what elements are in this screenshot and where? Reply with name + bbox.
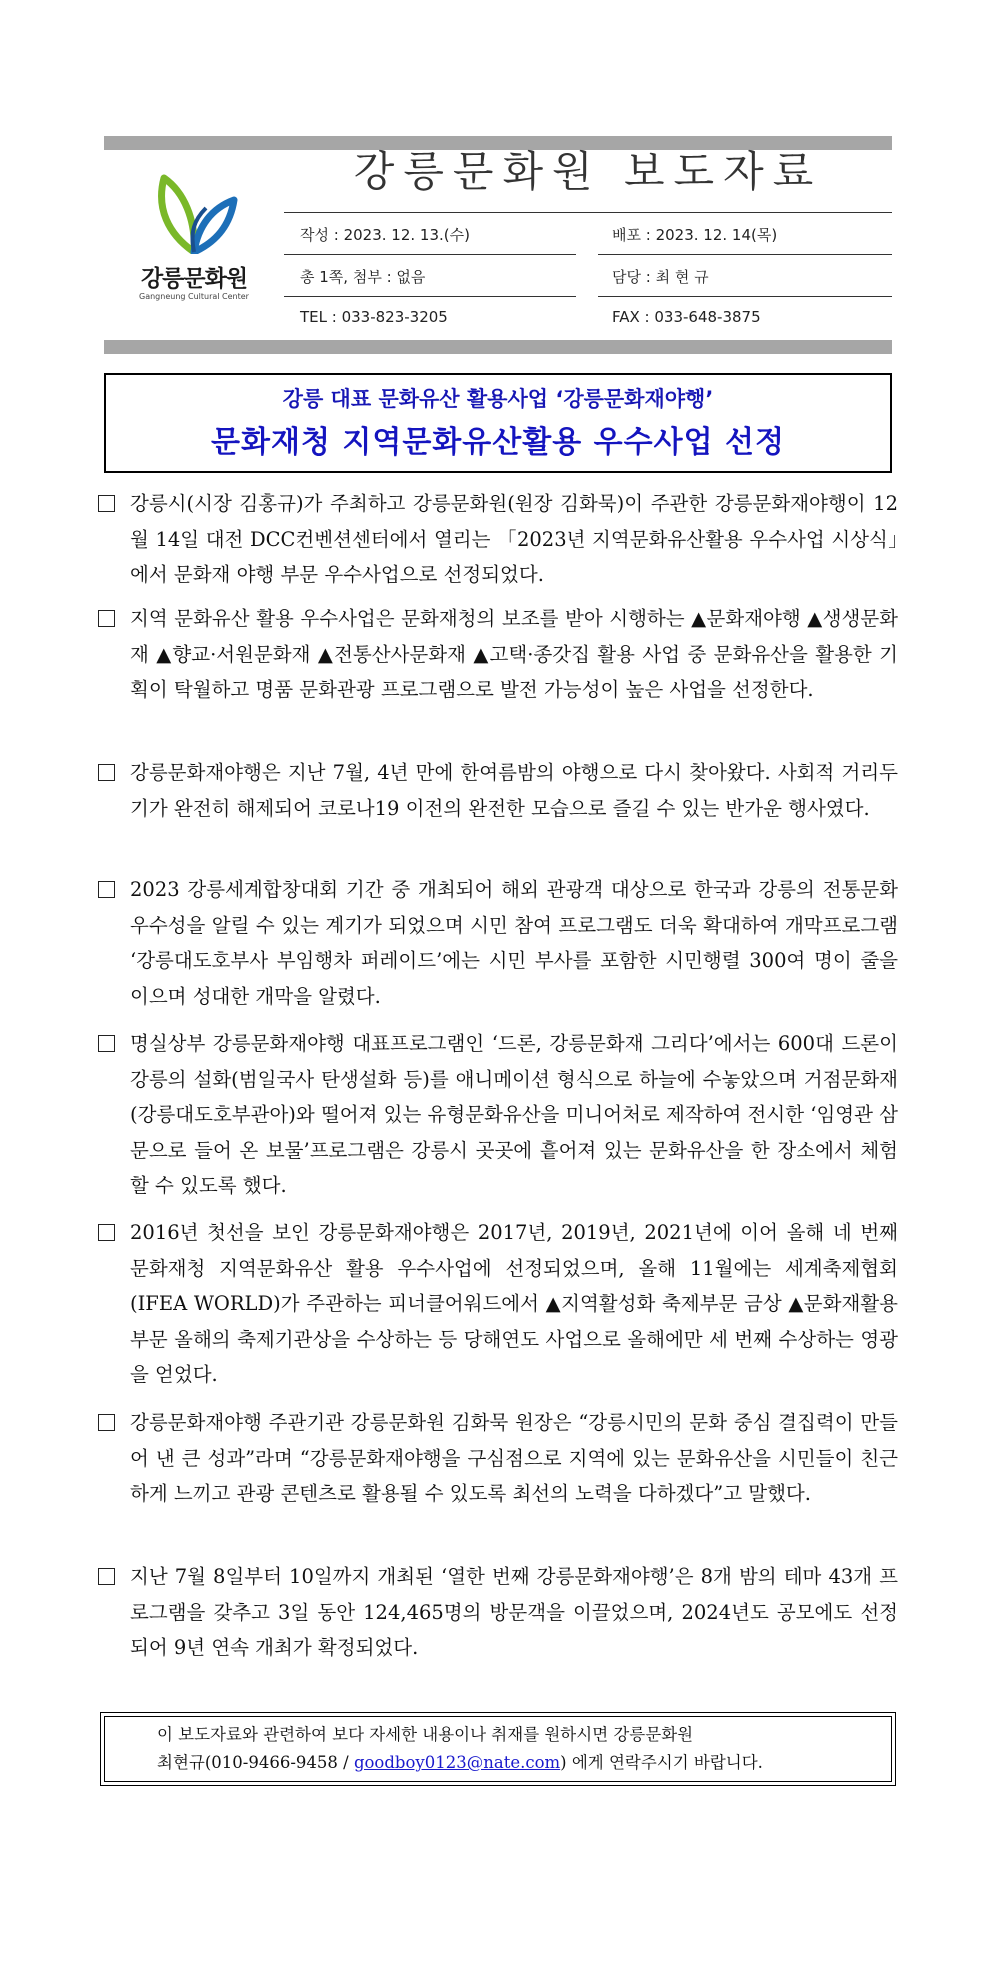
contact-email-link[interactable]: goodboy0123@nate.com [353,1753,561,1772]
paragraph-text: 2023 강릉세계합창대회 기간 중 개최되어 해외 관광객 대상으로 한국과 강릉의 전통문화 우수성을 알릴 수 있는 계기가 되었으며 시민 참여 프로그램도 더욱 확대하여 개막프로그램 ‘강릉대도호부사 부임행차 퍼레이드’에는 시민 부사를 포함한 시민행렬 300여 명이 줄을 이으며 성대한 개막을 알렸다. [130,878,898,1008]
checkbox-bullet-icon [98,1414,115,1431]
telephone: TEL : 033-823-3205 [300,308,448,326]
contact-line-2 [157,1749,763,1777]
paragraph [98,1559,898,1666]
checkbox-bullet-icon [98,1568,115,1585]
paragraph-text: 강릉문화재야행 주관기관 강릉문화원 김화묵 원장은 “강릉시민의 문화 중심 결집력이 만들어 낸 큰 성과”라며 “강릉문화재야행을 구심점으로 지역에 있는 문화유산을 시민들이 친근하게 느끼고 관광 콘텐츠로 활용될 수 있도록 최선의 노력을 다하겠다”고 말했다. [130,1411,898,1505]
paragraph-text: 2016년 첫선을 보인 강릉문화재야행은 2017년, 2019년, 2021년에 이어 올해 네 번째 문화재청 지역문화유산 활용 우수사업에 선정되었으며, 올해 11월에는 세계축제협회(IFEA WORLD)가 주관하는 피너클어워드에서 ▲지역활성화 축제부문 금상 ▲문화재활용부문 올해의 축제기관상을 수상하는 등 당해연도 사업으로 올해에만 세 번째 수상하는 영광을 얻었다. [130,1221,898,1386]
subheadline: 강릉 대표 문화유산 활용사업 ‘강릉문화재야행’ [282,387,714,411]
paragraph-text: 강릉문화재야행은 지난 7월, 4년 만에 한여름밤의 야행으로 다시 찾아왔다. 사회적 거리두기가 완전히 해제되어 코로나19 이전의 완전한 모습으로 즐길 수 있는 반가운 행사였다. [130,761,898,820]
contact-line-1: 이 보도자료와 관련하여 보다 자세한 내용이나 취재를 원하시면 강릉문화원 [157,1725,694,1744]
header-bottom-bar [104,340,892,354]
info-rule [284,254,576,255]
paragraph [98,755,898,826]
written-date: 작성 : 2023. 12. 13.(수) [300,226,470,244]
page-count: 총 1쪽, 첨부 : 없음 [300,268,426,286]
fax: FAX : 033-648-3875 [612,308,761,326]
paragraph [98,1405,898,1512]
paragraph [98,601,898,708]
paragraph [98,486,898,593]
contact-suffix: ) 에게 연락주시기 바랍니다. [560,1753,763,1772]
checkbox-bullet-icon [98,764,115,781]
paragraph-text: 명실상부 강릉문화재야행 대표프로그램인 ‘드론, 강릉문화재 그리다’에서는 600대 드론이 강릉의 설화(범일국사 탄생설화 등)를 애니메이션 형식으로 하늘에 수놓았으며 거점문화재(강릉대도호부관아)와 떨어져 있는 유형문화유산을 미니어처로 제작하여 전시한 ‘임영관 삼문으로 들어 온 보물’프로그램은 강릉시 곳곳에 흩어져 있는 문화유산을 한 장소에서 체험할 수 있도록 했다. [130,1032,898,1197]
checkbox-bullet-icon [98,495,115,512]
checkbox-bullet-icon [98,881,115,898]
contact-person: 담당 : 최 현 규 [612,268,709,286]
logo-subtitle: Gangneung Cultural Center [139,292,249,301]
paragraph [98,872,898,1014]
contact-phone: 최현규(010-9466-9458 / [157,1753,354,1772]
paragraph-text: 강릉시(시장 김홍규)가 주최하고 강릉문화원(원장 김화묵)이 주관한 강릉문화재야행이 12월 14일 대전 DCC컨벤션센터에서 열리는 「2023년 지역문화유산활용 우수사업 시상식」에서 문화재 야행 부문 우수사업으로 선정되었다. [130,492,898,586]
contact-box [104,1716,892,1782]
info-rule [598,296,892,297]
leaf-logo-icon [150,168,238,254]
paragraph [98,1026,898,1204]
headline-box [104,373,892,473]
info-rule [598,254,892,255]
paragraph-text: 지역 문화유산 활용 우수사업은 문화재청의 보조를 받아 시행하는 ▲문화재야행 ▲생생문화재 ▲향교·서원문화재 ▲전통산사문화재 ▲고택·종갓집 활용 사업 중 문화유산을 활용한 기획이 탁월하고 명품 문화관광 프로그램으로 발전 가능성이 높은 사업을 선정한다. [130,607,898,701]
logo [112,168,276,308]
logo-name: 강릉문화원 [140,266,248,292]
distribution-date: 배포 : 2023. 12. 14(목) [612,226,778,244]
paragraph [98,1215,898,1393]
checkbox-bullet-icon [98,1224,115,1241]
checkbox-bullet-icon [98,1035,115,1052]
info-rule [284,296,576,297]
header-rule [284,212,892,213]
page-title: 강릉문화원 보도자료 [353,147,823,196]
headline: 문화재청 지역문화유산활용 우수사업 선정 [211,425,785,460]
paragraph-text: 지난 7월 8일부터 10일까지 개최된 ‘열한 번째 강릉문화재야행’은 8개 밤의 테마 43개 프로그램을 갖추고 3일 동안 124,465명의 방문객을 이끌었으며, 2024년도 공모에도 선정되어 9년 연속 개최가 확정되었다. [130,1565,898,1659]
checkbox-bullet-icon [98,610,115,627]
